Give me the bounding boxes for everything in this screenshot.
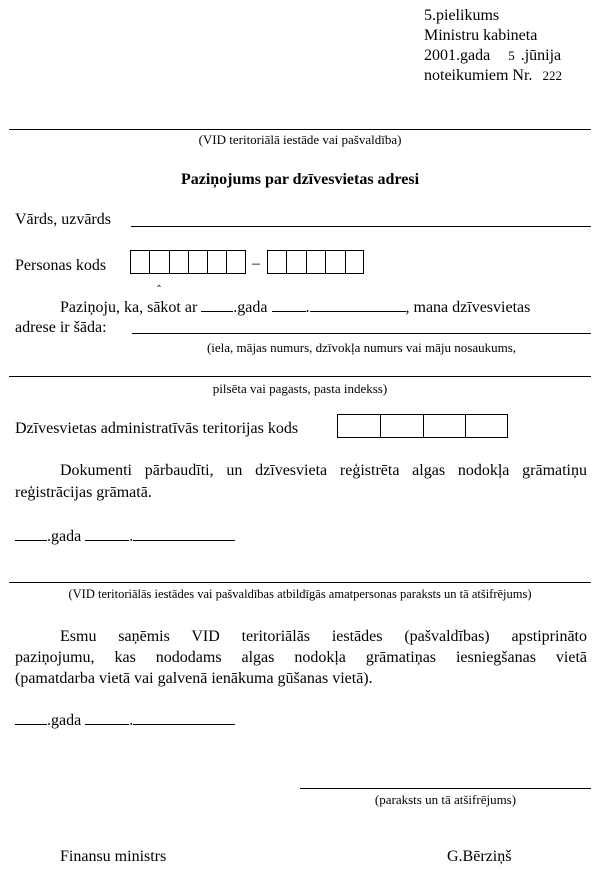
code-cell[interactable] xyxy=(189,251,208,273)
address-line-2[interactable] xyxy=(9,376,591,377)
received-line-1: Esmu saņēmis VID teritoriālās iestādes (pašvaldības) apstiprināto xyxy=(60,628,587,645)
annex-line-3 xyxy=(424,46,561,66)
date-year-word: .gada xyxy=(47,712,82,729)
personal-code-dash: – xyxy=(252,255,260,272)
signature-line[interactable] xyxy=(300,788,591,789)
verified-line-2: reģistrācijas grāmatā. xyxy=(15,484,152,501)
code-cell[interactable] xyxy=(131,251,150,273)
footer-title: Finansu ministrs xyxy=(60,848,167,865)
notice-month-field[interactable] xyxy=(310,297,406,312)
code-cell[interactable] xyxy=(287,251,306,273)
date-day-field[interactable] xyxy=(85,526,129,541)
personal-code-part2[interactable] xyxy=(267,250,364,274)
date-dot: . xyxy=(129,528,134,545)
date-year-word: .gada xyxy=(47,528,82,545)
notice-year-word: .gada xyxy=(233,299,268,316)
date-dot: . xyxy=(129,712,134,729)
code-cell[interactable] xyxy=(326,251,345,273)
code-cell[interactable] xyxy=(150,251,169,273)
notice-line xyxy=(60,297,530,318)
date-year-field[interactable] xyxy=(15,526,47,541)
name-field[interactable] xyxy=(131,226,591,227)
notice-suffix: , mana dzīvesvietas xyxy=(405,299,531,316)
code-cell[interactable] xyxy=(307,251,326,273)
notice-dot: . xyxy=(305,299,310,316)
notice-prefix: Paziņoju, ka, sākot ar xyxy=(60,299,198,316)
date-official xyxy=(15,526,235,547)
code-cell[interactable] xyxy=(381,415,424,437)
notice-year-field[interactable] xyxy=(201,297,233,312)
code-cell[interactable] xyxy=(208,251,227,273)
address-line-1[interactable] xyxy=(132,333,591,334)
code-cell[interactable] xyxy=(170,251,189,273)
date-month-field[interactable] xyxy=(133,710,235,725)
date-receipt xyxy=(15,710,235,731)
signature-caption: (paraksts un tā atšifrējums) xyxy=(374,792,517,807)
date-year-field[interactable] xyxy=(15,710,47,725)
annex-rule-label: noteikumiem Nr. xyxy=(424,67,533,84)
territory-code-boxes[interactable] xyxy=(337,414,508,438)
code-cell[interactable] xyxy=(346,251,363,273)
code-cell[interactable] xyxy=(268,251,287,273)
footer-name: G.Bērziņš xyxy=(447,848,512,865)
authority-caption: (VID teritoriālā iestāde vai pašvaldība) xyxy=(198,132,402,147)
annex-year: 2001.gada xyxy=(424,47,491,64)
address-label: adrese ir šāda: xyxy=(15,319,107,336)
personal-code-part1[interactable] xyxy=(130,250,246,274)
personal-code-label: Personas kods xyxy=(15,257,107,274)
page-title: Paziņojums par dzīvesvietas adresi xyxy=(180,171,420,188)
date-day-field[interactable] xyxy=(85,710,129,725)
received-line-2: paziņojumu, kas nododams algas nodokļa grāmatiņas iesniegšanas vietā xyxy=(15,649,587,666)
authority-line[interactable] xyxy=(9,129,591,130)
address-caption-1: (iela, mājas numurs, dzīvokļa numurs vai māju nosaukums, xyxy=(206,340,517,355)
annex-line-1: 5.pielikums xyxy=(424,7,500,24)
annex-day: 5 xyxy=(508,48,515,63)
code-cell[interactable] xyxy=(424,415,467,437)
territory-code-label: Dzīvesvietas administratīvās teritorijas kods xyxy=(15,420,299,437)
code-cell[interactable] xyxy=(466,415,507,437)
name-label: Vārds, uzvārds xyxy=(15,211,111,228)
annex-month: .jūnija xyxy=(520,47,562,64)
received-line-3: (pamatdarba vietā vai galvenā ienākuma gūšanas vietā). xyxy=(15,670,373,687)
verified-line-1: Dokumenti pārbaudīti, un dzīvesvieta reģistrēta algas nodokļa grāmatiņu xyxy=(60,462,587,479)
annex-line-2: Ministru kabineta xyxy=(424,27,538,44)
annex-rule-number: 222 xyxy=(542,68,562,83)
code-cell[interactable] xyxy=(338,415,381,437)
caret-mark-icon: ‸ xyxy=(157,273,162,287)
code-cell[interactable] xyxy=(227,251,245,273)
notice-day-field[interactable] xyxy=(272,297,306,312)
address-caption-2: pilsēta vai pagasts, pasta indekss) xyxy=(212,381,388,396)
date-month-field[interactable] xyxy=(133,526,235,541)
annex-line-4 xyxy=(424,66,562,86)
official-signature-line[interactable] xyxy=(9,582,591,583)
official-signature-caption: (VID teritoriālās iestādes vai pašvaldības atbildīgās amatpersonas paraksts un tā atšifrējums) xyxy=(68,587,532,601)
